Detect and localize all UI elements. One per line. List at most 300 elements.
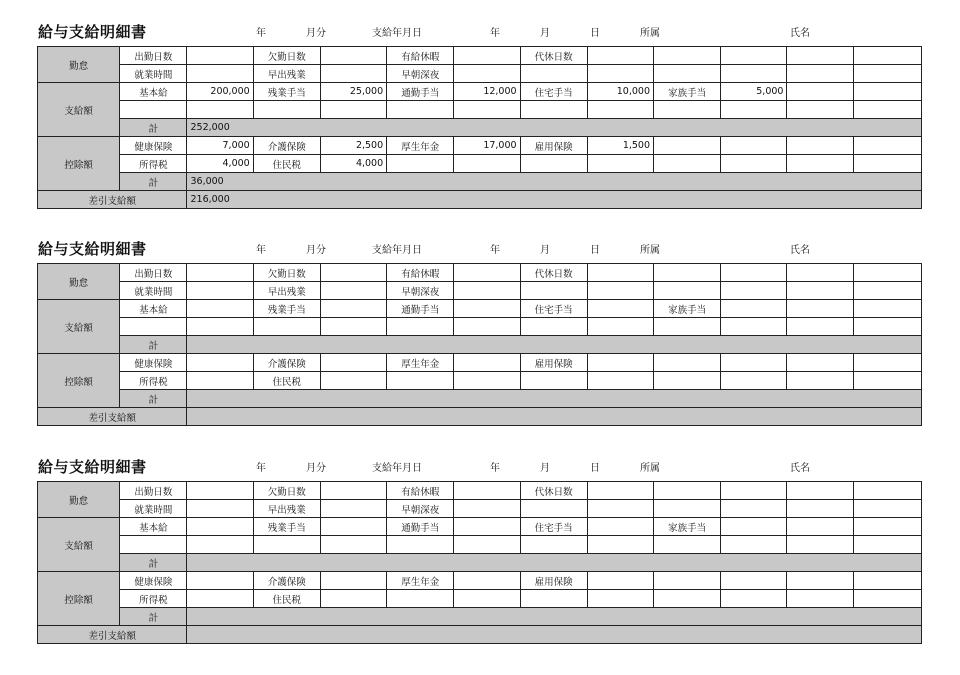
table-row bbox=[38, 173, 922, 191]
year2-label: 年 bbox=[490, 28, 500, 39]
comp-days-label: 代休日数 bbox=[520, 482, 587, 500]
health-insurance-value bbox=[187, 572, 253, 590]
employment-insurance-value bbox=[587, 572, 653, 590]
day-label: 日 bbox=[590, 28, 600, 39]
empty-cell bbox=[253, 101, 320, 119]
empty-cell bbox=[587, 590, 653, 608]
resident-tax-label: 住民税 bbox=[253, 155, 320, 173]
pay-slip-table bbox=[37, 263, 922, 426]
table-row bbox=[38, 282, 922, 300]
table-row bbox=[38, 536, 922, 554]
empty-cell bbox=[520, 155, 587, 173]
month2-label: 月 bbox=[540, 463, 550, 474]
resident-tax-value bbox=[320, 590, 386, 608]
family-allowance-label: 家族手当 bbox=[654, 83, 721, 101]
housing-allowance-label: 住宅手当 bbox=[520, 518, 587, 536]
empty-cell bbox=[721, 372, 787, 390]
empty-cell bbox=[853, 572, 921, 590]
empty-cell bbox=[520, 372, 587, 390]
empty-cell bbox=[587, 372, 653, 390]
pension-value bbox=[454, 572, 520, 590]
table-row bbox=[38, 65, 922, 83]
empty-cell bbox=[654, 590, 721, 608]
table-row bbox=[38, 318, 922, 336]
slip-title: 給与支給明細書 bbox=[38, 458, 147, 476]
empty-cell bbox=[587, 482, 653, 500]
work-hours-label: 就業時間 bbox=[120, 65, 187, 83]
table-row bbox=[38, 554, 922, 572]
overtime-allowance-label: 残業手当 bbox=[253, 300, 320, 318]
empty-cell bbox=[787, 47, 853, 65]
early-overtime-value bbox=[320, 500, 386, 518]
table-row bbox=[38, 264, 922, 282]
empty-cell bbox=[853, 500, 921, 518]
name-label: 氏名 bbox=[790, 245, 810, 256]
empty-cell bbox=[654, 500, 721, 518]
table-row bbox=[38, 626, 922, 644]
empty-cell bbox=[721, 264, 787, 282]
empty-cell bbox=[454, 536, 520, 554]
empty-cell bbox=[587, 500, 653, 518]
attendance-category: 勤怠 bbox=[38, 264, 120, 300]
empty-cell bbox=[520, 536, 587, 554]
empty-cell bbox=[587, 536, 653, 554]
slip-header bbox=[0, 445, 960, 481]
employment-insurance-label: 雇用保険 bbox=[520, 572, 587, 590]
health-insurance-value: 7,000 bbox=[187, 137, 253, 155]
work-hours-value bbox=[187, 65, 253, 83]
paid-leave-value bbox=[454, 264, 520, 282]
housing-allowance-value bbox=[587, 518, 653, 536]
overtime-allowance-label: 残業手当 bbox=[253, 83, 320, 101]
attendance-category: 勤怠 bbox=[38, 47, 120, 83]
empty-cell bbox=[454, 282, 520, 300]
table-row bbox=[38, 119, 922, 137]
empty-cell bbox=[654, 137, 721, 155]
empty-cell bbox=[654, 282, 721, 300]
income-tax-label: 所得税 bbox=[120, 155, 187, 173]
care-insurance-value: 2,500 bbox=[320, 137, 386, 155]
health-insurance-label: 健康保険 bbox=[120, 137, 187, 155]
empty-cell bbox=[587, 318, 653, 336]
year-label: 年 bbox=[256, 463, 266, 474]
empty-cell bbox=[787, 300, 853, 318]
empty-cell bbox=[721, 536, 787, 554]
empty-cell bbox=[454, 372, 520, 390]
pay-date-label: 支給年月日 bbox=[372, 463, 422, 474]
housing-allowance-label: 住宅手当 bbox=[520, 300, 587, 318]
deduction-category: 控除額 bbox=[38, 572, 120, 626]
absence-days-value bbox=[320, 482, 386, 500]
table-row bbox=[38, 83, 922, 101]
empty-cell bbox=[120, 318, 187, 336]
empty-cell bbox=[587, 65, 653, 83]
net-pay-label: 差引支給額 bbox=[38, 626, 187, 644]
empty-cell bbox=[721, 155, 787, 173]
empty-cell bbox=[387, 536, 454, 554]
empty-cell bbox=[787, 500, 853, 518]
attendance-days-value bbox=[187, 47, 253, 65]
empty-cell bbox=[853, 536, 921, 554]
empty-cell bbox=[587, 264, 653, 282]
net-pay-label: 差引支給額 bbox=[38, 191, 187, 209]
absence-days-value bbox=[320, 264, 386, 282]
empty-cell bbox=[654, 354, 721, 372]
empty-cell bbox=[787, 518, 853, 536]
income-tax-label: 所得税 bbox=[120, 372, 187, 390]
empty-cell bbox=[654, 155, 721, 173]
empty-cell bbox=[520, 590, 587, 608]
empty-cell bbox=[787, 372, 853, 390]
empty-cell bbox=[654, 264, 721, 282]
name-label: 氏名 bbox=[790, 28, 810, 39]
commute-allowance-value bbox=[454, 300, 520, 318]
deduction-total-label: 計 bbox=[120, 173, 187, 191]
family-allowance-value: 5,000 bbox=[721, 83, 787, 101]
base-salary-label: 基本給 bbox=[120, 518, 187, 536]
table-row bbox=[38, 390, 922, 408]
empty-cell bbox=[387, 318, 454, 336]
empty-cell bbox=[853, 590, 921, 608]
paid-leave-value bbox=[454, 47, 520, 65]
base-salary-value: 200,000 bbox=[187, 83, 253, 101]
empty-cell bbox=[253, 536, 320, 554]
net-pay-value bbox=[187, 626, 922, 644]
table-row bbox=[38, 191, 922, 209]
empty-cell bbox=[853, 282, 921, 300]
early-overtime-label: 早出残業 bbox=[253, 282, 320, 300]
table-row bbox=[38, 518, 922, 536]
employment-insurance-label: 雇用保険 bbox=[520, 137, 587, 155]
slip-title: 給与支給明細書 bbox=[38, 23, 147, 41]
care-insurance-value bbox=[320, 354, 386, 372]
empty-cell bbox=[787, 536, 853, 554]
affiliation-label: 所属 bbox=[640, 245, 660, 256]
early-night-label: 早朝深夜 bbox=[387, 500, 454, 518]
payment-category: 支給額 bbox=[38, 300, 120, 354]
attendance-days-label: 出勤日数 bbox=[120, 47, 187, 65]
early-overtime-value bbox=[320, 65, 386, 83]
empty-cell bbox=[853, 354, 921, 372]
paid-leave-label: 有給休暇 bbox=[387, 482, 454, 500]
empty-cell bbox=[320, 101, 386, 119]
family-allowance-value bbox=[721, 300, 787, 318]
empty-cell bbox=[454, 155, 520, 173]
pension-label: 厚生年金 bbox=[387, 354, 454, 372]
empty-cell bbox=[787, 572, 853, 590]
empty-cell bbox=[520, 282, 587, 300]
empty-cell bbox=[387, 101, 454, 119]
pay-slip-table bbox=[37, 46, 922, 209]
work-hours-value bbox=[187, 282, 253, 300]
empty-cell bbox=[853, 300, 921, 318]
day-label: 日 bbox=[590, 463, 600, 474]
empty-cell bbox=[787, 590, 853, 608]
slip-header bbox=[0, 227, 960, 263]
attendance-days-value bbox=[187, 264, 253, 282]
empty-cell bbox=[787, 354, 853, 372]
payment-total-label: 計 bbox=[120, 336, 187, 354]
resident-tax-value bbox=[320, 372, 386, 390]
payment-total-value bbox=[187, 554, 922, 572]
comp-days-label: 代休日数 bbox=[520, 47, 587, 65]
empty-cell bbox=[654, 65, 721, 83]
empty-cell bbox=[520, 318, 587, 336]
empty-cell bbox=[320, 536, 386, 554]
empty-cell bbox=[787, 65, 853, 83]
empty-cell bbox=[721, 101, 787, 119]
base-salary-value bbox=[187, 300, 253, 318]
empty-cell bbox=[787, 137, 853, 155]
absence-days-label: 欠勤日数 bbox=[253, 264, 320, 282]
table-row bbox=[38, 408, 922, 426]
empty-cell bbox=[721, 47, 787, 65]
empty-cell bbox=[787, 83, 853, 101]
empty-cell bbox=[721, 354, 787, 372]
housing-allowance-value bbox=[587, 300, 653, 318]
pay-date-label: 支給年月日 bbox=[372, 245, 422, 256]
net-pay-value bbox=[187, 408, 922, 426]
table-row bbox=[38, 47, 922, 65]
empty-cell bbox=[587, 282, 653, 300]
table-row bbox=[38, 336, 922, 354]
absence-days-value bbox=[320, 47, 386, 65]
empty-cell bbox=[853, 155, 921, 173]
base-salary-label: 基本給 bbox=[120, 83, 187, 101]
absence-days-label: 欠勤日数 bbox=[253, 47, 320, 65]
early-night-label: 早朝深夜 bbox=[387, 282, 454, 300]
month-part-label: 月分 bbox=[306, 28, 326, 39]
empty-cell bbox=[587, 47, 653, 65]
net-pay-value: 216,000 bbox=[187, 191, 922, 209]
empty-cell bbox=[787, 101, 853, 119]
net-pay-label: 差引支給額 bbox=[38, 408, 187, 426]
pension-label: 厚生年金 bbox=[387, 572, 454, 590]
pay-slip-table bbox=[37, 481, 922, 644]
health-insurance-value bbox=[187, 354, 253, 372]
employment-insurance-label: 雇用保険 bbox=[520, 354, 587, 372]
payment-total-label: 計 bbox=[120, 554, 187, 572]
empty-cell bbox=[853, 83, 921, 101]
empty-cell bbox=[853, 518, 921, 536]
slip-header bbox=[0, 10, 960, 46]
employment-insurance-value: 1,500 bbox=[587, 137, 653, 155]
empty-cell bbox=[654, 572, 721, 590]
pension-label: 厚生年金 bbox=[387, 137, 454, 155]
commute-allowance-label: 通勤手当 bbox=[387, 518, 454, 536]
table-row bbox=[38, 500, 922, 518]
table-row bbox=[38, 137, 922, 155]
empty-cell bbox=[721, 500, 787, 518]
attendance-days-value bbox=[187, 482, 253, 500]
early-overtime-label: 早出残業 bbox=[253, 65, 320, 83]
commute-allowance-value bbox=[454, 518, 520, 536]
pay-date-label: 支給年月日 bbox=[372, 28, 422, 39]
deduction-total-label: 計 bbox=[120, 608, 187, 626]
care-insurance-label: 介護保険 bbox=[253, 137, 320, 155]
empty-cell bbox=[587, 101, 653, 119]
empty-cell bbox=[454, 318, 520, 336]
empty-cell bbox=[654, 47, 721, 65]
commute-allowance-label: 通勤手当 bbox=[387, 83, 454, 101]
table-row bbox=[38, 101, 922, 119]
empty-cell bbox=[721, 590, 787, 608]
empty-cell bbox=[853, 482, 921, 500]
empty-cell bbox=[721, 482, 787, 500]
payment-category: 支給額 bbox=[38, 83, 120, 137]
empty-cell bbox=[253, 318, 320, 336]
table-row bbox=[38, 372, 922, 390]
month2-label: 月 bbox=[540, 245, 550, 256]
pension-value bbox=[454, 354, 520, 372]
empty-cell bbox=[721, 65, 787, 83]
housing-allowance-value: 10,000 bbox=[587, 83, 653, 101]
paid-leave-value bbox=[454, 482, 520, 500]
day-label: 日 bbox=[590, 245, 600, 256]
empty-cell bbox=[853, 47, 921, 65]
table-row bbox=[38, 590, 922, 608]
overtime-allowance-value bbox=[320, 518, 386, 536]
empty-cell bbox=[320, 318, 386, 336]
care-insurance-label: 介護保険 bbox=[253, 572, 320, 590]
pension-value: 17,000 bbox=[454, 137, 520, 155]
month-part-label: 月分 bbox=[306, 245, 326, 256]
family-allowance-label: 家族手当 bbox=[654, 300, 721, 318]
empty-cell bbox=[454, 65, 520, 83]
resident-tax-label: 住民税 bbox=[253, 590, 320, 608]
resident-tax-label: 住民税 bbox=[253, 372, 320, 390]
commute-allowance-value: 12,000 bbox=[454, 83, 520, 101]
year-label: 年 bbox=[256, 245, 266, 256]
empty-cell bbox=[721, 282, 787, 300]
early-overtime-value bbox=[320, 282, 386, 300]
empty-cell bbox=[187, 536, 253, 554]
empty-cell bbox=[853, 372, 921, 390]
affiliation-label: 所属 bbox=[640, 28, 660, 39]
year2-label: 年 bbox=[490, 463, 500, 474]
absence-days-label: 欠勤日数 bbox=[253, 482, 320, 500]
base-salary-value bbox=[187, 518, 253, 536]
table-row bbox=[38, 608, 922, 626]
empty-cell bbox=[853, 137, 921, 155]
paid-leave-label: 有給休暇 bbox=[387, 264, 454, 282]
overtime-allowance-value bbox=[320, 300, 386, 318]
deduction-category: 控除額 bbox=[38, 137, 120, 191]
comp-days-label: 代休日数 bbox=[520, 264, 587, 282]
table-row bbox=[38, 155, 922, 173]
attendance-days-label: 出勤日数 bbox=[120, 482, 187, 500]
year2-label: 年 bbox=[490, 245, 500, 256]
deduction-total-value: 36,000 bbox=[187, 173, 922, 191]
care-insurance-label: 介護保険 bbox=[253, 354, 320, 372]
empty-cell bbox=[787, 264, 853, 282]
table-row bbox=[38, 300, 922, 318]
early-night-label: 早朝深夜 bbox=[387, 65, 454, 83]
work-hours-value bbox=[187, 500, 253, 518]
empty-cell bbox=[721, 572, 787, 590]
pay-slip bbox=[0, 445, 960, 642]
deduction-total-value bbox=[187, 608, 922, 626]
deduction-category: 控除額 bbox=[38, 354, 120, 408]
early-overtime-label: 早出残業 bbox=[253, 500, 320, 518]
name-label: 氏名 bbox=[790, 463, 810, 474]
employment-insurance-value bbox=[587, 354, 653, 372]
pay-slip bbox=[0, 10, 960, 207]
empty-cell bbox=[787, 482, 853, 500]
empty-cell bbox=[654, 372, 721, 390]
empty-cell bbox=[721, 318, 787, 336]
payment-total-value: 252,000 bbox=[187, 119, 922, 137]
health-insurance-label: 健康保険 bbox=[120, 572, 187, 590]
month-part-label: 月分 bbox=[306, 463, 326, 474]
empty-cell bbox=[787, 155, 853, 173]
table-row bbox=[38, 482, 922, 500]
empty-cell bbox=[187, 318, 253, 336]
overtime-allowance-value: 25,000 bbox=[320, 83, 386, 101]
empty-cell bbox=[654, 318, 721, 336]
empty-cell bbox=[520, 101, 587, 119]
housing-allowance-label: 住宅手当 bbox=[520, 83, 587, 101]
commute-allowance-label: 通勤手当 bbox=[387, 300, 454, 318]
empty-cell bbox=[787, 282, 853, 300]
income-tax-value: 4,000 bbox=[187, 155, 253, 173]
month2-label: 月 bbox=[540, 28, 550, 39]
payment-total-label: 計 bbox=[120, 119, 187, 137]
empty-cell bbox=[853, 264, 921, 282]
deduction-total-value bbox=[187, 390, 922, 408]
work-hours-label: 就業時間 bbox=[120, 500, 187, 518]
empty-cell bbox=[454, 590, 520, 608]
pay-slip bbox=[0, 227, 960, 424]
attendance-days-label: 出勤日数 bbox=[120, 264, 187, 282]
payment-category: 支給額 bbox=[38, 518, 120, 572]
overtime-allowance-label: 残業手当 bbox=[253, 518, 320, 536]
empty-cell bbox=[587, 155, 653, 173]
empty-cell bbox=[454, 101, 520, 119]
empty-cell bbox=[853, 65, 921, 83]
paid-leave-label: 有給休暇 bbox=[387, 47, 454, 65]
income-tax-value bbox=[187, 590, 253, 608]
table-row bbox=[38, 572, 922, 590]
table-row bbox=[38, 354, 922, 372]
empty-cell bbox=[120, 536, 187, 554]
base-salary-label: 基本給 bbox=[120, 300, 187, 318]
income-tax-value bbox=[187, 372, 253, 390]
empty-cell bbox=[387, 372, 454, 390]
empty-cell bbox=[454, 500, 520, 518]
year-label: 年 bbox=[256, 28, 266, 39]
health-insurance-label: 健康保険 bbox=[120, 354, 187, 372]
empty-cell bbox=[787, 318, 853, 336]
empty-cell bbox=[120, 101, 187, 119]
attendance-category: 勤怠 bbox=[38, 482, 120, 518]
family-allowance-label: 家族手当 bbox=[654, 518, 721, 536]
payment-total-value bbox=[187, 336, 922, 354]
empty-cell bbox=[387, 155, 454, 173]
empty-cell bbox=[520, 65, 587, 83]
resident-tax-value: 4,000 bbox=[320, 155, 386, 173]
family-allowance-value bbox=[721, 518, 787, 536]
empty-cell bbox=[387, 590, 454, 608]
work-hours-label: 就業時間 bbox=[120, 282, 187, 300]
empty-cell bbox=[187, 101, 253, 119]
empty-cell bbox=[654, 536, 721, 554]
slip-title: 給与支給明細書 bbox=[38, 240, 147, 258]
deduction-total-label: 計 bbox=[120, 390, 187, 408]
empty-cell bbox=[721, 137, 787, 155]
empty-cell bbox=[853, 318, 921, 336]
income-tax-label: 所得税 bbox=[120, 590, 187, 608]
